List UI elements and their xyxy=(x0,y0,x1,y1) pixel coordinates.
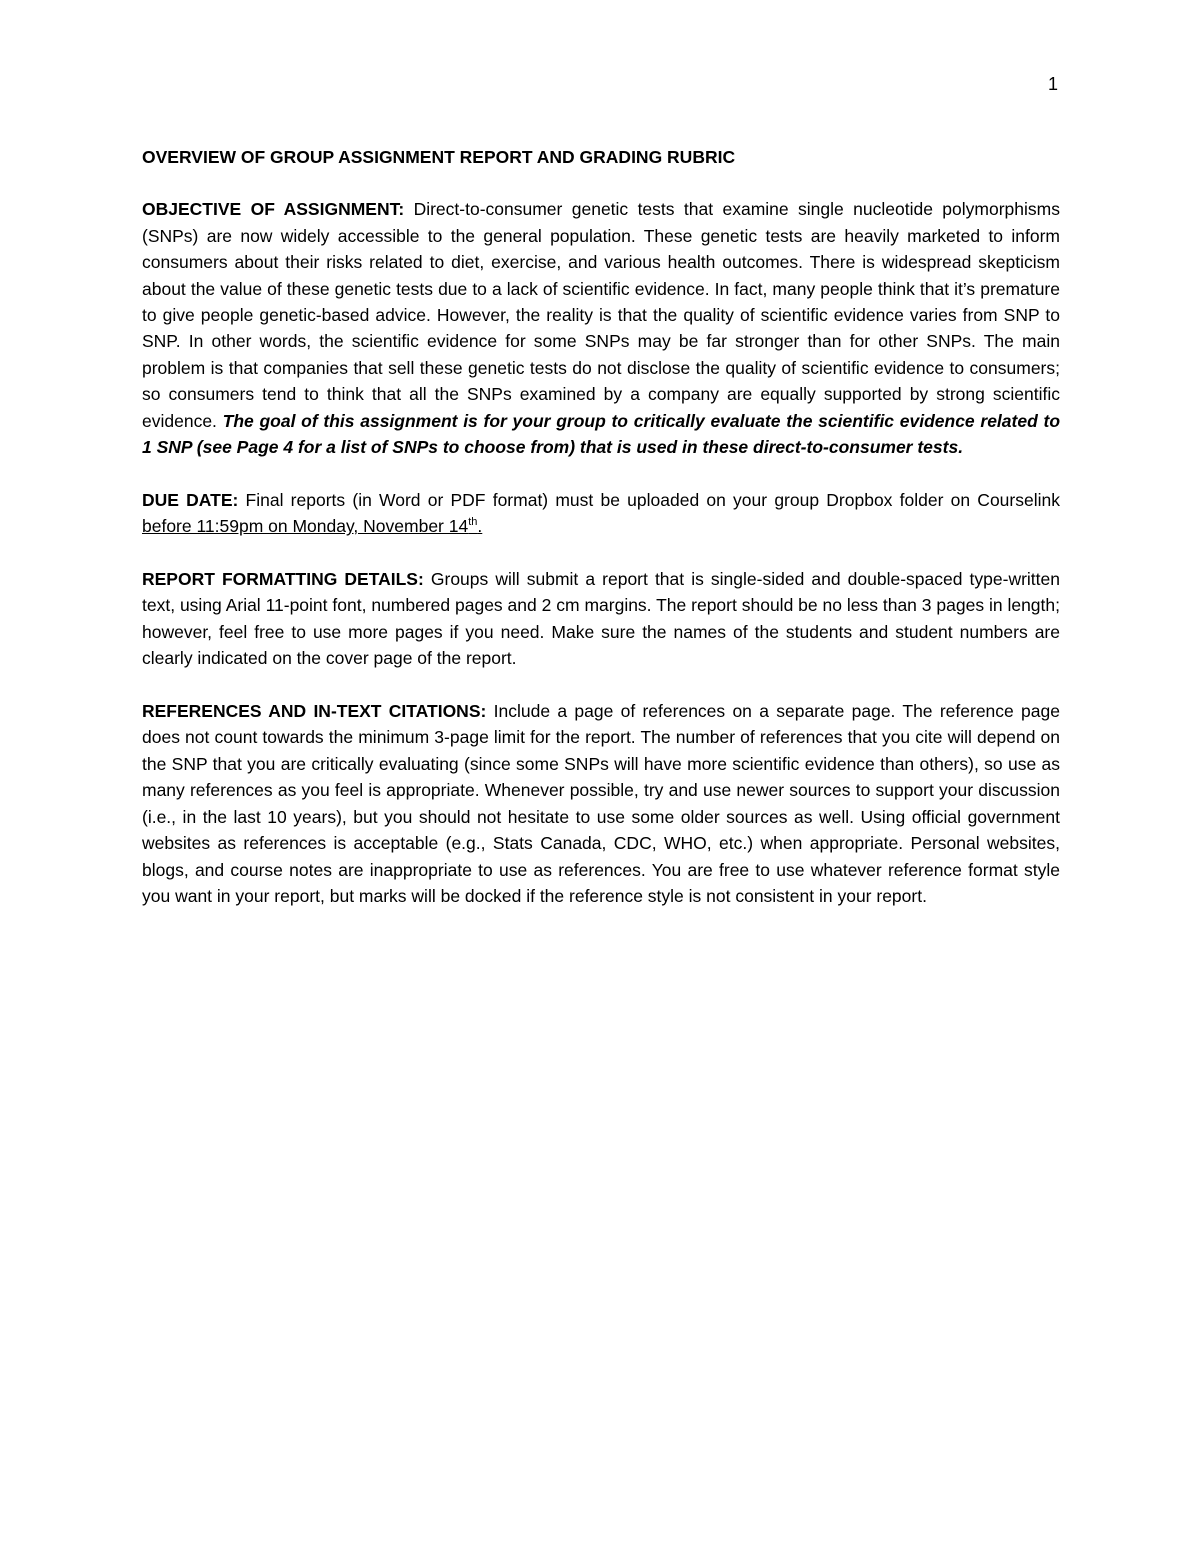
due-date-section xyxy=(142,487,1060,540)
due-date-deadline xyxy=(142,516,482,536)
objective-text: Direct-to-consumer genetic tests that examine single nucleotide polymorphisms (SNPs) are now widely accessible to the general population. These genetic tests are heavily marketed to inform consumers about their risks related to diet, exercise, and various health outcomes. There is widespread skepticism about the value of these genetic tests due to a lack of scientific evidence. In fact, many people think that it’s premature to give people genetic-based advice. However, the reality is that the quality of scientific evidence varies from SNP to SNP. In other words, the scientific evidence for some SNPs may be far stronger than for other SNPs. The main problem is that companies that sell these genetic tests do not disclose the quality of scientific evidence to consumers; so consumers tend to think that all the SNPs examined by a company are equally supported by strong scientific evidence. xyxy=(142,199,1060,431)
objective-section xyxy=(142,196,1060,460)
due-date-label: DUE DATE: xyxy=(142,489,239,510)
formatting-text: Groups will submit a report that is single-sided and double-spaced type-written text, using Arial 11-point font, numbered pages and 2 cm margins. The report should be no less than 3 pages in length; however, feel free to use more pages if you need. Make sure the names of the students and student numbers are clearly indicated on the cover page of the report. xyxy=(142,569,1060,669)
due-date-deadline-text: before 11:59pm on Monday, November 14 xyxy=(142,516,469,537)
references-section xyxy=(142,698,1060,909)
references-text: Include a page of references on a separate page. The reference page does not count towards the minimum 3-page limit for the report. The number of references that you cite will depend on the SNP that you are critically evaluating (since some SNPs will have more scientific evidence than others), so use as many references as you feel is appropriate. Whenever possible, try and use newer sources to support your discussion (i.e., in the last 10 years), but you should not hesitate to use some older sources as well. Using official government websites as references is acceptable (e.g., Stats Canada, CDC, WHO, etc.) when appropriate. Personal websites, blogs, and course notes are inappropriate to use as references. You are free to use whatever reference format style you want in your report, but marks will be docked if the reference style is not consistent in your report. xyxy=(142,701,1060,906)
document-body xyxy=(142,144,1060,936)
formatting-section xyxy=(142,566,1060,672)
objective-goal: The goal of this assignment is for your group to critically evaluate the scientific evidence related to 1 SNP (see Page 4 for a list of SNPs to choose from) that is used in these direct-to-consumer tests. xyxy=(142,410,1061,458)
page-number: 1 xyxy=(1047,74,1058,94)
due-date-deadline-sup: th xyxy=(468,516,478,529)
due-date-text: Final reports (in Word or PDF format) must be uploaded on your group Dropbox folder on Courselink xyxy=(238,489,1060,510)
references-label: REFERENCES AND IN-TEXT CITATIONS: xyxy=(142,701,487,722)
due-date-period: . xyxy=(477,516,483,537)
objective-label: OBJECTIVE OF ASSIGNMENT: xyxy=(142,199,405,220)
formatting-label: REPORT FORMATTING DETAILS: xyxy=(142,569,424,590)
document-title: OVERVIEW OF GROUP ASSIGNMENT REPORT AND GRADING RUBRIC xyxy=(142,147,736,167)
